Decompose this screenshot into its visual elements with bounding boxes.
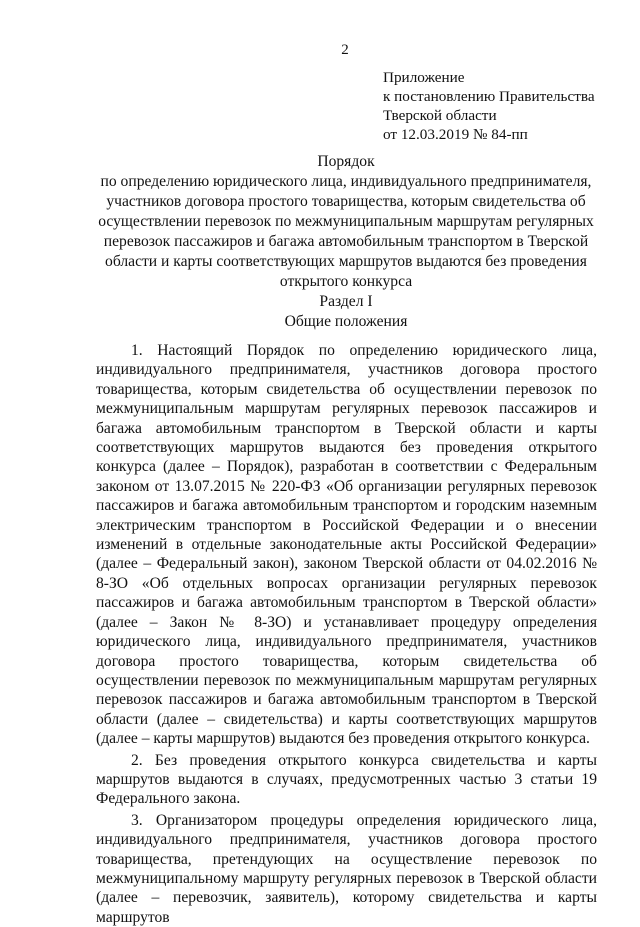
title-line: по определению юридического лица, индивидуального предпринимателя, bbox=[100, 173, 592, 190]
appendix-line: Приложение bbox=[383, 69, 465, 86]
page-number: 2 bbox=[341, 42, 349, 58]
title-line: открытого конкурса bbox=[279, 273, 413, 290]
appendix-line: к постановлению Правительства bbox=[383, 88, 595, 105]
section-heading bbox=[96, 292, 596, 332]
document-title bbox=[96, 152, 596, 292]
title-heading: Порядок bbox=[317, 153, 375, 170]
title-line: перевозок пассажиров и багажа автомобильным транспортом в Тверской bbox=[103, 233, 589, 250]
title-line: участников договора простого товарищества, которым свидетельства об bbox=[106, 193, 586, 210]
document-body bbox=[96, 341, 597, 927]
paragraph-1: 1. Настоящий Порядок по определению юридического лица, индивидуального предпринимателя, участников договора простого товарищества, которым свидетельства об осуществлении перевозок по межмуниципальным маршрутам регулярных перевозок пассажиров и багажа автомобильным транспортом в Тверской области и карты соответствующих маршрутов выдаются без проведения открытого конкурса (далее – Порядок), разработан в соответствии с Федеральным законом от 13.07.2015 № 220-ФЗ «Об организации регулярных перевозок пассажиров и багажа автомобильным транспортом и городским наземным электрическим транспортом в Российской Федерации и о внесении изменений в отдельные законодательные акты Российской Федерации» (далее – Федеральный закон), законом Тверской области от 04.02.2016 № 8-ЗО «Об отдельных вопросах организации регулярных перевозок пассажиров и багажа автомобильным транспортом в Тверской области» (далее – Закон № 8-ЗО) и устанавливает процедуру определения юридического лица, индивидуального предпринимателя, участников договора простого товарищества, которым свидетельства об осуществлении перевозок по межмуниципальным маршрутам регулярных перевозок пассажиров и багажа автомобильным транспортом в Тверской области (далее – свидетельства) и карты соответствующих маршрутов (далее – карты маршрутов) выдаются без проведения открытого конкурса. bbox=[96, 342, 597, 748]
title-line: области и карты соответствующих маршрутов выдаются без проведения bbox=[105, 253, 587, 270]
paragraph-3: 3. Организатором процедуры определения юридического лица, индивидуального предпринимателя, участников договора простого товарищества, претендующих на осуществление перевозок по межмуниципальному маршруту регулярных перевозок в Тверской области (далее – перевозчик, заявитель), которому свидетельства и карты маршрутов bbox=[96, 811, 597, 926]
appendix-line: от 12.03.2019 № 84-пп bbox=[383, 126, 528, 143]
appendix-block bbox=[383, 68, 595, 144]
section-name: Общие положения bbox=[284, 313, 408, 330]
title-line: осуществлении перевозок по межмуниципальным маршрутам регулярных bbox=[98, 213, 594, 230]
section-number: Раздел I bbox=[319, 293, 373, 310]
paragraph-2: 2. Без проведения открытого конкурса свидетельства и карты маршрутов выдаются в случаях, предусмотренных частью 3 статьи 19 Федерального закона. bbox=[96, 751, 597, 808]
appendix-line: Тверской области bbox=[383, 107, 497, 124]
